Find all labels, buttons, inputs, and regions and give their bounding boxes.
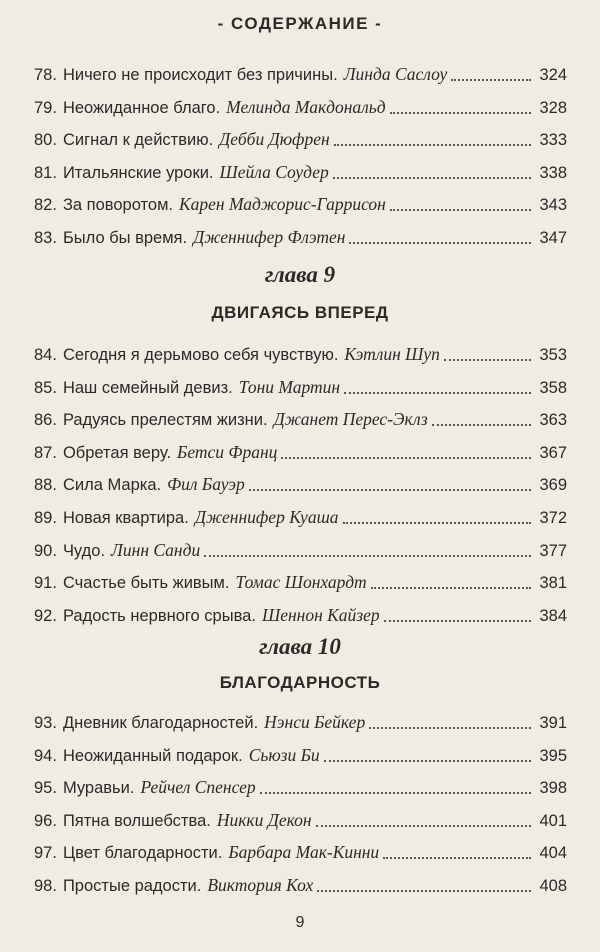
dot-leader: [249, 488, 531, 491]
entry-page: 391: [539, 714, 567, 732]
dot-leader: [281, 456, 531, 459]
dot-leader: [349, 241, 531, 244]
entry-page: 324: [539, 66, 567, 84]
entry-title: Радость нервного срыва.: [62, 606, 256, 625]
dot-leader: [343, 521, 531, 524]
entry-title: Сегодня я дерьмово себя чувствую.: [62, 346, 339, 364]
entry-page: 333: [539, 131, 567, 150]
entry-number: 87.: [34, 443, 57, 462]
entry-author: Дебби Дюфрен: [219, 129, 330, 150]
toc-entry[interactable]: [34, 193, 567, 216]
page-number: 9: [295, 914, 305, 931]
entry-title: Наш семейный девиз.: [62, 378, 233, 397]
entry-author: Линн Санди: [111, 539, 201, 560]
entry-title: Дневник благодарностей.: [62, 714, 259, 732]
entry-author: Дженнифер Куаша: [194, 507, 339, 527]
toc-entry[interactable]: [34, 96, 567, 119]
entry-title: Счастье быть живым.: [62, 574, 230, 593]
entry-page: 353: [539, 346, 567, 364]
entry-number: 80.: [34, 131, 57, 150]
toc-entry[interactable]: [34, 128, 567, 151]
entry-page: 398: [539, 779, 567, 798]
entry-author: Фил Бауэр: [167, 474, 245, 495]
entry-author: Кэтлин Шуп: [344, 344, 440, 364]
entry-number: 94.: [34, 746, 57, 765]
entry-number: 83.: [34, 229, 57, 247]
entry-number: 84.: [34, 346, 57, 364]
entry-page: 381: [539, 574, 567, 593]
entry-page: 338: [539, 163, 567, 182]
entry-number: 95.: [34, 779, 57, 798]
entry-author: Тони Мартин: [238, 376, 341, 397]
entry-page: 404: [539, 844, 567, 863]
entry-title: Простые радости.: [62, 877, 202, 895]
entry-author: Джанет Перес-Эклз: [273, 409, 428, 430]
entry-page: 363: [539, 411, 567, 430]
entry-number: 85.: [34, 378, 57, 397]
entry-title: Итальянские уроки.: [62, 163, 214, 182]
entry-title: Сила Марка.: [62, 476, 162, 495]
page-header: - СОДЕРЖАНИЕ -: [217, 14, 383, 33]
entry-author: Дженнифер Флэтен: [193, 227, 346, 247]
entry-title: Муравьи.: [62, 779, 135, 798]
toc-entry[interactable]: [34, 604, 567, 627]
entry-title: Сигнал к действию.: [62, 131, 214, 150]
entry-number: 86.: [34, 411, 57, 430]
entry-number: 97.: [34, 844, 57, 863]
chapter-title: ДВИГАЯСЬ ВПЕРЕД: [211, 303, 389, 322]
entry-author: Рейчел Спенсер: [140, 777, 256, 798]
entry-number: 96.: [34, 811, 57, 830]
entry-author: Виктория Кох: [207, 875, 314, 895]
entry-title: Было бы время.: [62, 229, 188, 247]
entry-page: 328: [539, 98, 567, 117]
entry-title: Обретая веру.: [62, 443, 172, 462]
entry-title: Неожиданное благо.: [62, 98, 221, 117]
entry-author: Шейла Соудер: [219, 161, 329, 182]
toc-entry[interactable]: [34, 571, 567, 594]
entry-page: 377: [539, 541, 567, 560]
dot-leader: [334, 143, 531, 146]
toc-entry[interactable]: [34, 809, 567, 832]
entry-page: 343: [539, 196, 567, 215]
entry-page: 408: [539, 877, 567, 895]
entry-author: Бетси Франц: [177, 441, 278, 462]
dot-leader: [451, 78, 531, 81]
toc-entry[interactable]: [34, 539, 567, 562]
entry-author: Линда Саслоу: [343, 64, 448, 84]
entry-page: 347: [539, 229, 567, 247]
entry-title: Чудо.: [62, 541, 106, 560]
entry-author: Барбара Мак-Кинни: [228, 842, 380, 863]
entry-author: Карен Маджорис-Гаррисон: [179, 194, 386, 215]
entry-author: Шеннон Кайзер: [261, 604, 380, 625]
entry-page: 395: [539, 746, 567, 765]
toc-entry[interactable]: [34, 506, 567, 529]
dot-leader: [444, 358, 531, 361]
entry-number: 90.: [34, 541, 57, 560]
entry-title: Радуясь прелестям жизни.: [62, 411, 268, 430]
dot-leader: [384, 619, 531, 622]
toc-entry[interactable]: [34, 441, 567, 464]
entry-page: 358: [539, 378, 567, 397]
entry-page: 367: [539, 443, 567, 462]
entry-page: 369: [539, 476, 567, 495]
entry-title: Ничего не происходит без причины.: [62, 66, 338, 84]
entry-number: 78.: [34, 66, 57, 84]
entry-number: 89.: [34, 509, 57, 527]
toc-entry[interactable]: [34, 408, 567, 431]
entry-title: Цвет благодарности.: [62, 844, 223, 863]
entry-page: 372: [539, 509, 567, 527]
toc-entry[interactable]: [34, 776, 567, 799]
dot-leader: [204, 554, 531, 557]
dot-leader: [383, 856, 531, 859]
toc-entry[interactable]: [34, 473, 567, 496]
chapter-label: глава 9: [264, 262, 336, 287]
dot-leader: [333, 176, 531, 179]
toc-entry[interactable]: [34, 841, 567, 864]
dot-leader: [316, 824, 531, 827]
dot-leader: [390, 208, 531, 211]
toc-entry[interactable]: [34, 161, 567, 184]
entry-number: 79.: [34, 98, 57, 117]
toc-entry[interactable]: [34, 874, 567, 897]
toc-entry[interactable]: [34, 376, 567, 399]
dot-leader: [371, 586, 531, 589]
dot-leader: [324, 759, 531, 762]
entry-number: 98.: [34, 877, 57, 895]
dot-leader: [390, 111, 531, 114]
toc-entry[interactable]: [34, 343, 567, 366]
entry-title: Новая квартира.: [62, 509, 189, 527]
entry-page: 384: [539, 606, 567, 625]
toc-entry[interactable]: [34, 63, 567, 86]
entry-page: 401: [539, 811, 567, 830]
dot-leader: [260, 791, 531, 794]
entry-number: 91.: [34, 574, 57, 593]
entry-title: Пятна волшебства.: [62, 811, 211, 830]
entry-title: Неожиданный подарок.: [62, 746, 243, 765]
chapter-label: глава 10: [259, 634, 341, 659]
dot-leader: [317, 889, 531, 892]
entry-author: Никки Декон: [216, 809, 312, 830]
toc-entry[interactable]: [34, 744, 567, 767]
toc-entry[interactable]: [34, 226, 567, 249]
entry-author: Томас Шонхардт: [235, 572, 367, 593]
dot-leader: [369, 726, 531, 729]
entry-author: Сьюзи Би: [248, 744, 320, 765]
entry-title: За поворотом.: [62, 196, 173, 215]
entry-number: 82.: [34, 196, 57, 215]
entry-number: 93.: [34, 714, 57, 732]
entry-number: 81.: [34, 163, 57, 182]
entry-number: 92.: [34, 606, 57, 625]
entry-author: Нэнси Бейкер: [264, 712, 366, 732]
dot-leader: [344, 391, 531, 394]
toc-entry[interactable]: [34, 711, 567, 734]
chapter-title: БЛАГОДАРНОСТЬ: [219, 673, 381, 692]
entry-author: Мелинда Макдональд: [226, 96, 386, 117]
dot-leader: [432, 423, 531, 426]
entry-number: 88.: [34, 476, 57, 495]
